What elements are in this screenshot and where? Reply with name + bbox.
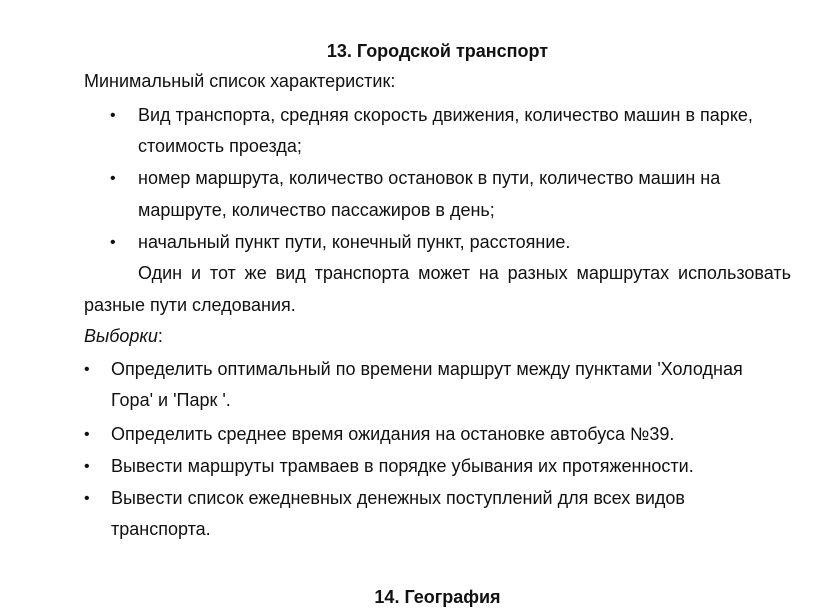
- bullet-marker: •: [110, 107, 116, 124]
- bullet-marker: •: [84, 490, 90, 507]
- characteristic-item-2-line-2: маршруте, количество пассажиров в день;: [138, 200, 495, 220]
- bullet-marker: •: [84, 426, 90, 443]
- bullet-marker: •: [110, 234, 116, 251]
- section-14-title: 14. География: [374, 587, 501, 607]
- section-13-title: 13. Городской транспорт: [326, 41, 549, 61]
- query-item-4-line-2: транспорта.: [111, 519, 211, 539]
- query-item-4-line-1: Вывести список ежедневных денежных поступлений для всех видов: [111, 488, 685, 508]
- bullet-marker: •: [110, 170, 116, 187]
- characteristics-intro: Минимальный список характеристик:: [84, 71, 396, 91]
- queries-label-row: [84, 325, 163, 347]
- characteristic-item-1-line-2: стоимость проезда;: [138, 136, 302, 156]
- characteristic-item-1-line-1: Вид транспорта, средняя скорость движения, количество машин в парке,: [138, 105, 753, 125]
- note-paragraph-line-1: Один и тот же вид транспорта может на разных маршрутах использовать: [138, 263, 791, 283]
- query-item-1-line-1: Определить оптимальный по времени маршрут между пунктами 'Холодная: [111, 359, 743, 379]
- bullet-marker: •: [84, 458, 90, 475]
- characteristic-item-3-line-1: начальный пункт пути, конечный пункт, расстояние.: [138, 232, 571, 252]
- note-paragraph-line-2: разные пути следования.: [84, 295, 296, 315]
- query-item-2-line-1: Определить среднее время ожидания на остановке автобуса №39.: [111, 424, 675, 444]
- characteristic-item-2-line-1: номер маршрута, количество остановок в пути, количество машин на: [138, 168, 721, 188]
- queries-label: Выборки: [84, 326, 158, 346]
- query-item-1-line-2: Гора' и 'Парк '.: [111, 390, 231, 410]
- query-item-3-line-1: Вывести маршруты трамваев в порядке убывания их протяженности.: [111, 456, 694, 476]
- bullet-marker: •: [84, 361, 90, 378]
- queries-label-colon: :: [157, 326, 163, 346]
